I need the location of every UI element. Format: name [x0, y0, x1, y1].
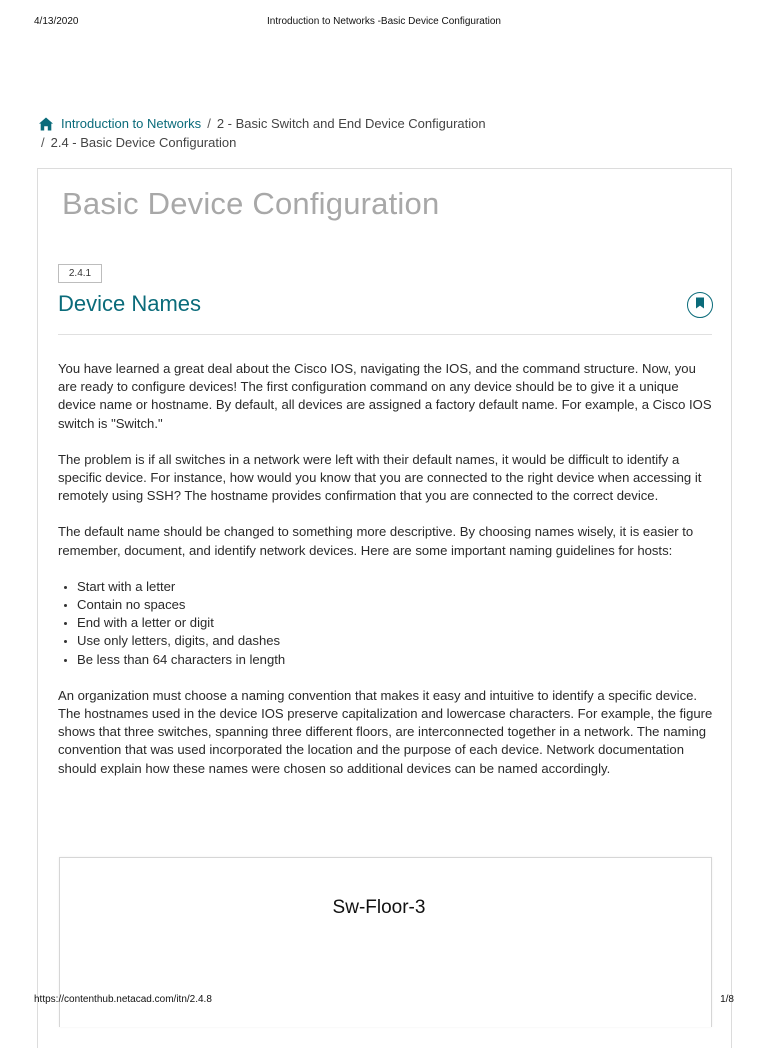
topic-content	[58, 360, 713, 796]
divider	[58, 334, 712, 335]
naming-guidelines-list	[58, 578, 713, 669]
list-item: Contain no spaces	[77, 596, 713, 614]
paragraph: An organization must choose a naming convention that makes it easy and intuitive to identify a specific device. The hostnames used in the device IOS preserve capitalization and lowercase characters. For example, the figure shows that three switches, spanning three different floors, are interconnected together in a network. The naming convention that was used incorporated the location and the purpose of each device. Network documentation should explain how these names were chosen so additional devices can be named accordingly.	[58, 687, 713, 776]
page-title: Basic Device Configuration	[62, 186, 440, 221]
list-item: Use only letters, digits, and dashes	[77, 632, 713, 650]
topic-title: Device Names	[58, 291, 202, 316]
bookmark-icon	[695, 296, 705, 314]
home-icon[interactable]	[38, 116, 54, 132]
figure-device-label: Sw-Floor-3	[332, 897, 426, 918]
list-item: End with a letter or digit	[77, 614, 713, 632]
list-item: Be less than 64 characters in length	[77, 651, 713, 669]
breadcrumb-separator: /	[41, 135, 45, 150]
bookmark-button[interactable]	[687, 292, 713, 318]
print-footer	[34, 994, 734, 1008]
print-header	[34, 16, 734, 30]
paragraph: You have learned a great deal about the Cisco IOS, navigating the IOS, and the command structure. Now, you are ready to configure devices! The first configuration command on any device should be to give it a unique device name or hostname. By default, all devices are assigned a factory default name. For example, a Cisco IOS switch is "Switch."	[58, 361, 712, 431]
print-date: 4/13/2020	[34, 16, 79, 27]
paragraph: The default name should be changed to something more descriptive. By choosing names wisely, it is easier to remember, document, and identify network devices. Here are some important naming guidelines for hosts:	[58, 524, 694, 558]
list-item: Start with a letter	[77, 578, 713, 596]
topic-number-badge: 2.4.1	[58, 264, 102, 283]
paragraph: The problem is if all switches in a network were left with their default names, it would be difficult to identify a specific device. For instance, how would you know that you are connected to the right device when accessing it remotely using SSH? The hostname provides confirmation that you are connected to the correct device.	[58, 451, 702, 504]
breadcrumb-link-course[interactable]: Introduction to Networks	[61, 116, 202, 131]
breadcrumb-item-module[interactable]: 2 - Basic Switch and End Device Configuration	[216, 116, 486, 131]
print-title: Introduction to Networks -Basic Device Configuration	[267, 16, 501, 27]
page-number: 1/8	[720, 994, 734, 1005]
breadcrumb-separator: /	[207, 116, 211, 131]
print-url: https://contenthub.netacad.com/itn/2.4.8	[34, 994, 212, 1005]
breadcrumb	[38, 114, 738, 152]
breadcrumb-item-section[interactable]: 2.4 - Basic Device Configuration	[50, 135, 237, 150]
